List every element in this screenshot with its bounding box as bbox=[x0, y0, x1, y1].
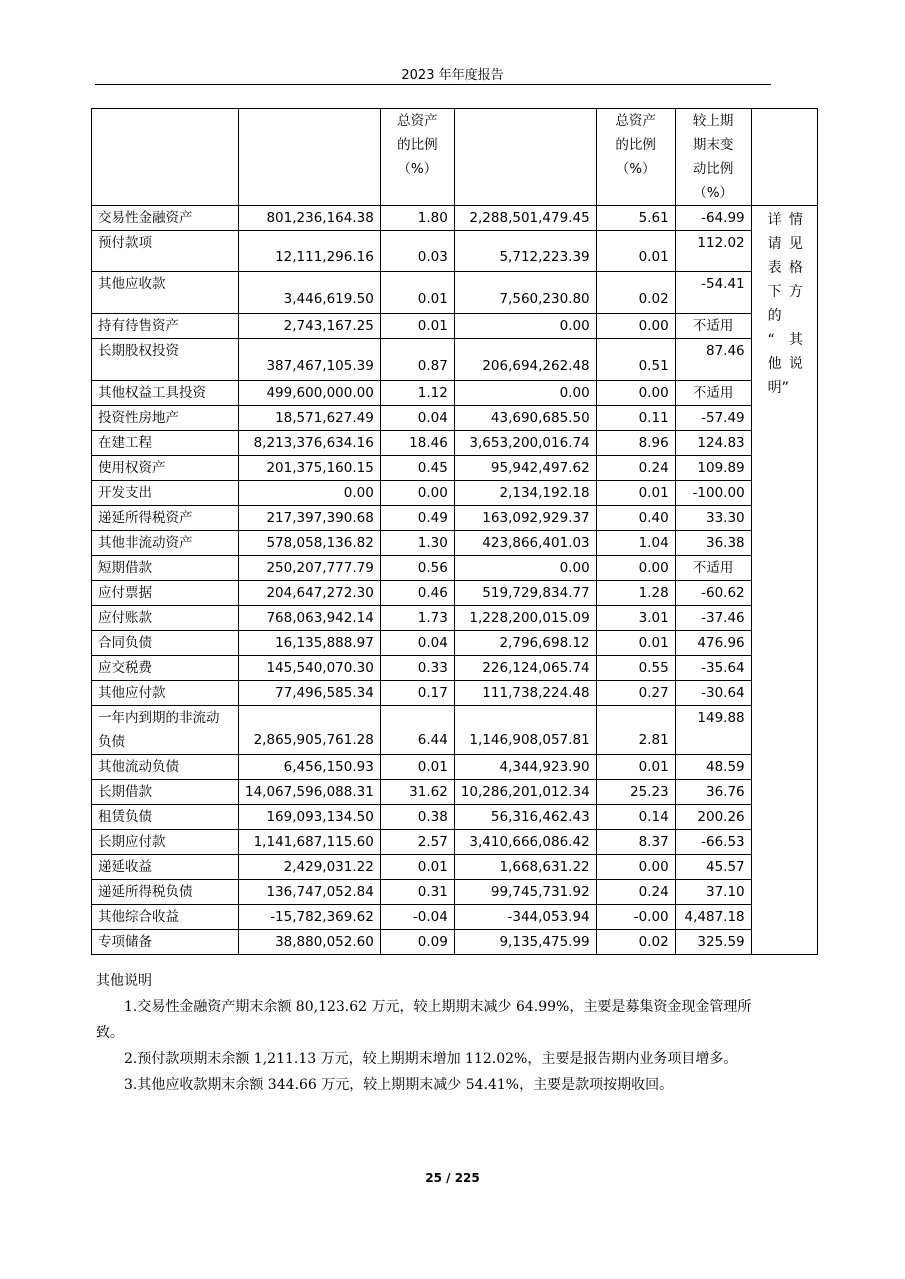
row-label: 持有待售资产 bbox=[92, 314, 239, 339]
row-label: 其他应收款 bbox=[92, 272, 239, 314]
cell-cur-pct: 6.44 bbox=[380, 706, 454, 755]
cell-cur-pct: 0.17 bbox=[380, 681, 454, 706]
cell-prev: 0.00 bbox=[454, 556, 596, 581]
column-header bbox=[454, 109, 596, 206]
remark-cell bbox=[751, 206, 817, 955]
cell-prev-pct: 0.00 bbox=[596, 855, 675, 880]
cell-prev-pct: 0.01 bbox=[596, 755, 675, 780]
cell-prev: 0.00 bbox=[454, 314, 596, 339]
cell-cur-pct: 0.01 bbox=[380, 314, 454, 339]
cell-cur-pct: 0.49 bbox=[380, 506, 454, 531]
cell-prev-pct: 0.02 bbox=[596, 272, 675, 314]
cell-prev-pct: 1.28 bbox=[596, 581, 675, 606]
cell-cur: 2,743,167.25 bbox=[239, 314, 381, 339]
cell-change-pct: 124.83 bbox=[675, 431, 751, 456]
table-row bbox=[92, 339, 818, 381]
cell-prev: 3,653,200,016.74 bbox=[454, 431, 596, 456]
table-row bbox=[92, 755, 818, 780]
cell-cur: 204,647,272.30 bbox=[239, 581, 381, 606]
cell-cur: 3,446,619.50 bbox=[239, 272, 381, 314]
cell-cur-pct: 2.57 bbox=[380, 830, 454, 855]
row-label: 其他应付款 bbox=[92, 681, 239, 706]
remark-char bbox=[789, 376, 803, 400]
cell-prev: 5,712,223.39 bbox=[454, 231, 596, 272]
cell-cur-pct: -0.04 bbox=[380, 905, 454, 930]
row-label: 递延所得税资产 bbox=[92, 506, 239, 531]
cell-cur: 38,880,052.60 bbox=[239, 930, 381, 955]
cell-prev: 226,124,065.74 bbox=[454, 656, 596, 681]
cell-prev-pct: 5.61 bbox=[596, 206, 675, 231]
row-label: 长期股权投资 bbox=[92, 339, 239, 381]
table-row bbox=[92, 431, 818, 456]
cell-cur: 14,067,596,088.31 bbox=[239, 780, 381, 805]
cell-prev-pct: 0.00 bbox=[596, 314, 675, 339]
cell-change-pct: 200.26 bbox=[675, 805, 751, 830]
cell-change-pct: 不适用 bbox=[675, 314, 751, 339]
cell-prev-pct: 0.55 bbox=[596, 656, 675, 681]
remark-char: 详 bbox=[767, 212, 782, 228]
row-label: 应付票据 bbox=[92, 581, 239, 606]
table-row bbox=[92, 556, 818, 581]
row-label: 一年内到期的非流动负债 bbox=[92, 706, 239, 755]
cell-prev: 43,690,685.50 bbox=[454, 406, 596, 431]
cell-prev-pct: 0.27 bbox=[596, 681, 675, 706]
cell-cur: 250,207,777.79 bbox=[239, 556, 381, 581]
cell-cur-pct: 0.01 bbox=[380, 272, 454, 314]
cell-prev: 3,410,666,086.42 bbox=[454, 830, 596, 855]
note-item: 3.其他应收款期末余额 344.66 万元，较上期期末减少 54.41%，主要是款项按期收回。 bbox=[124, 1077, 674, 1093]
cell-change-pct: 149.88 bbox=[675, 706, 751, 755]
header-divider bbox=[95, 84, 771, 85]
cell-change-pct: 325.59 bbox=[675, 930, 751, 955]
cell-prev: 206,694,262.48 bbox=[454, 339, 596, 381]
cell-change-pct: 476.96 bbox=[675, 631, 751, 656]
table-row bbox=[92, 381, 818, 406]
cell-prev: 519,729,834.77 bbox=[454, 581, 596, 606]
page-number: 25 / 225 bbox=[425, 1171, 480, 1185]
cell-prev-pct: 1.04 bbox=[596, 531, 675, 556]
cell-cur-pct: 1.30 bbox=[380, 531, 454, 556]
cell-change-pct: 36.76 bbox=[675, 780, 751, 805]
cell-cur: 18,571,627.49 bbox=[239, 406, 381, 431]
row-label: 其他流动负债 bbox=[92, 755, 239, 780]
cell-cur-pct: 0.38 bbox=[380, 805, 454, 830]
cell-prev: 1,668,631.22 bbox=[454, 855, 596, 880]
cell-prev-pct: -0.00 bbox=[596, 905, 675, 930]
cell-prev: 2,796,698.12 bbox=[454, 631, 596, 656]
cell-cur-pct: 0.00 bbox=[380, 481, 454, 506]
cell-cur-pct: 0.87 bbox=[380, 339, 454, 381]
table-row bbox=[92, 656, 818, 681]
cell-cur-pct: 0.09 bbox=[380, 930, 454, 955]
cell-prev: 1,146,908,057.81 bbox=[454, 706, 596, 755]
other-notes bbox=[96, 968, 776, 1098]
column-header: 总资产 的比例 （%） bbox=[380, 109, 454, 206]
cell-cur-pct: 0.45 bbox=[380, 456, 454, 481]
row-label: 在建工程 bbox=[92, 431, 239, 456]
cell-change-pct: -35.64 bbox=[675, 656, 751, 681]
cell-prev-pct: 0.24 bbox=[596, 880, 675, 905]
cell-cur: 217,397,390.68 bbox=[239, 506, 381, 531]
remark-char: 表 bbox=[767, 260, 782, 276]
cell-change-pct: -54.41 bbox=[675, 272, 751, 314]
cell-cur: 16,135,888.97 bbox=[239, 631, 381, 656]
row-label: 使用权资产 bbox=[92, 456, 239, 481]
row-label: 租赁负债 bbox=[92, 805, 239, 830]
cell-cur: 12,111,296.16 bbox=[239, 231, 381, 272]
cell-cur: -15,782,369.62 bbox=[239, 905, 381, 930]
cell-cur: 145,540,070.30 bbox=[239, 656, 381, 681]
cell-cur: 1,141,687,115.60 bbox=[239, 830, 381, 855]
row-label: 递延所得税负债 bbox=[92, 880, 239, 905]
column-header bbox=[751, 109, 817, 206]
remark-char: “ bbox=[767, 332, 775, 348]
cell-cur: 768,063,942.14 bbox=[239, 606, 381, 631]
cell-change-pct: 不适用 bbox=[675, 556, 751, 581]
table-row bbox=[92, 406, 818, 431]
remark-char: 请 bbox=[767, 236, 782, 252]
cell-change-pct: 45.57 bbox=[675, 855, 751, 880]
cell-cur-pct: 0.46 bbox=[380, 581, 454, 606]
column-header bbox=[92, 109, 239, 206]
cell-cur: 0.00 bbox=[239, 481, 381, 506]
cell-prev-pct: 0.11 bbox=[596, 406, 675, 431]
cell-prev: 423,866,401.03 bbox=[454, 531, 596, 556]
cell-change-pct: -66.53 bbox=[675, 830, 751, 855]
remark-char: 格 bbox=[788, 260, 803, 276]
table-row bbox=[92, 855, 818, 880]
table-row bbox=[92, 456, 818, 481]
remark-char: 的 bbox=[767, 308, 782, 324]
cell-prev-pct: 0.01 bbox=[596, 481, 675, 506]
cell-change-pct: -30.64 bbox=[675, 681, 751, 706]
row-label: 其他非流动资产 bbox=[92, 531, 239, 556]
table-row bbox=[92, 631, 818, 656]
row-label: 其他权益工具投资 bbox=[92, 381, 239, 406]
remark-char: 明” bbox=[767, 380, 789, 396]
table-row bbox=[92, 905, 818, 930]
table-row bbox=[92, 481, 818, 506]
table-row bbox=[92, 706, 818, 755]
row-label: 合同负债 bbox=[92, 631, 239, 656]
cell-cur-pct: 0.01 bbox=[380, 855, 454, 880]
cell-cur: 801,236,164.38 bbox=[239, 206, 381, 231]
cell-change-pct: 4,487.18 bbox=[675, 905, 751, 930]
cell-cur: 169,093,134.50 bbox=[239, 805, 381, 830]
note-item: 1.交易性金融资产期末余额 80,123.62 万元，较上期期末减少 64.99%，主要是募集资金现金管理所致。 bbox=[96, 999, 752, 1041]
row-label: 应付账款 bbox=[92, 606, 239, 631]
cell-change-pct: -37.46 bbox=[675, 606, 751, 631]
cell-prev-pct: 2.81 bbox=[596, 706, 675, 755]
cell-cur-pct: 1.12 bbox=[380, 381, 454, 406]
cell-prev-pct: 8.37 bbox=[596, 830, 675, 855]
report-header: 2023 年年度报告 bbox=[401, 68, 504, 83]
cell-change-pct: 37.10 bbox=[675, 880, 751, 905]
cell-change-pct: -64.99 bbox=[675, 206, 751, 231]
cell-cur: 499,600,000.00 bbox=[239, 381, 381, 406]
remark-char: 说 bbox=[788, 356, 803, 372]
cell-prev-pct: 0.01 bbox=[596, 631, 675, 656]
table-header-row bbox=[92, 109, 818, 206]
cell-cur-pct: 1.80 bbox=[380, 206, 454, 231]
row-label: 预付款项 bbox=[92, 231, 239, 272]
notes-title: 其他说明 bbox=[96, 973, 152, 989]
table-row bbox=[92, 231, 818, 272]
cell-prev-pct: 3.01 bbox=[596, 606, 675, 631]
remark-char: 其 bbox=[788, 332, 803, 348]
cell-cur: 136,747,052.84 bbox=[239, 880, 381, 905]
row-label: 投资性房地产 bbox=[92, 406, 239, 431]
remark-char: 见 bbox=[788, 236, 803, 252]
cell-prev-pct: 0.40 bbox=[596, 506, 675, 531]
cell-prev-pct: 0.14 bbox=[596, 805, 675, 830]
table-row bbox=[92, 581, 818, 606]
cell-prev-pct: 0.00 bbox=[596, 381, 675, 406]
table-row bbox=[92, 805, 818, 830]
cell-prev: 0.00 bbox=[454, 381, 596, 406]
cell-prev: 111,738,224.48 bbox=[454, 681, 596, 706]
column-header: 总资产 的比例 （%） bbox=[596, 109, 675, 206]
table-row bbox=[92, 206, 818, 231]
cell-change-pct: 48.59 bbox=[675, 755, 751, 780]
cell-prev: 163,092,929.37 bbox=[454, 506, 596, 531]
cell-cur-pct: 0.33 bbox=[380, 656, 454, 681]
table-row bbox=[92, 780, 818, 805]
balance-change-table bbox=[91, 108, 818, 955]
cell-change-pct: 不适用 bbox=[675, 381, 751, 406]
cell-cur-pct: 0.04 bbox=[380, 631, 454, 656]
cell-cur: 77,496,585.34 bbox=[239, 681, 381, 706]
remark-char: 下 bbox=[767, 284, 782, 300]
table-row bbox=[92, 681, 818, 706]
cell-cur-pct: 0.03 bbox=[380, 231, 454, 272]
cell-prev: 95,942,497.62 bbox=[454, 456, 596, 481]
cell-change-pct: -100.00 bbox=[675, 481, 751, 506]
cell-change-pct: 33.30 bbox=[675, 506, 751, 531]
cell-change-pct: -57.49 bbox=[675, 406, 751, 431]
table-row bbox=[92, 506, 818, 531]
cell-cur-pct: 0.01 bbox=[380, 755, 454, 780]
cell-prev: 9,135,475.99 bbox=[454, 930, 596, 955]
table-row bbox=[92, 606, 818, 631]
table-row bbox=[92, 930, 818, 955]
cell-cur: 2,429,031.22 bbox=[239, 855, 381, 880]
cell-prev: 7,560,230.80 bbox=[454, 272, 596, 314]
remark-char: 情 bbox=[788, 212, 803, 228]
cell-cur-pct: 0.04 bbox=[380, 406, 454, 431]
cell-cur: 6,456,150.93 bbox=[239, 755, 381, 780]
row-label: 开发支出 bbox=[92, 481, 239, 506]
cell-change-pct: 112.02 bbox=[675, 231, 751, 272]
remark-char: 他 bbox=[767, 356, 782, 372]
cell-cur: 387,467,105.39 bbox=[239, 339, 381, 381]
table-row bbox=[92, 314, 818, 339]
cell-cur-pct: 1.73 bbox=[380, 606, 454, 631]
cell-change-pct: -60.62 bbox=[675, 581, 751, 606]
row-label: 递延收益 bbox=[92, 855, 239, 880]
table-row bbox=[92, 272, 818, 314]
table-row bbox=[92, 880, 818, 905]
cell-prev-pct: 0.24 bbox=[596, 456, 675, 481]
cell-cur-pct: 18.46 bbox=[380, 431, 454, 456]
cell-prev: 1,228,200,015.09 bbox=[454, 606, 596, 631]
cell-prev: -344,053.94 bbox=[454, 905, 596, 930]
cell-prev-pct: 0.02 bbox=[596, 930, 675, 955]
cell-prev: 56,316,462.43 bbox=[454, 805, 596, 830]
row-label: 应交税费 bbox=[92, 656, 239, 681]
cell-cur-pct: 0.56 bbox=[380, 556, 454, 581]
column-header bbox=[239, 109, 381, 206]
cell-prev: 4,344,923.90 bbox=[454, 755, 596, 780]
row-label: 其他综合收益 bbox=[92, 905, 239, 930]
cell-cur: 2,865,905,761.28 bbox=[239, 706, 381, 755]
cell-prev-pct: 0.01 bbox=[596, 231, 675, 272]
cell-prev: 2,134,192.18 bbox=[454, 481, 596, 506]
cell-cur: 578,058,136.82 bbox=[239, 531, 381, 556]
cell-prev-pct: 0.51 bbox=[596, 339, 675, 381]
table-row bbox=[92, 531, 818, 556]
cell-prev-pct: 0.00 bbox=[596, 556, 675, 581]
cell-prev-pct: 25.23 bbox=[596, 780, 675, 805]
cell-prev: 99,745,731.92 bbox=[454, 880, 596, 905]
cell-change-pct: 87.46 bbox=[675, 339, 751, 381]
cell-change-pct: 36.38 bbox=[675, 531, 751, 556]
column-header: 较上期 期末变 动比例 （%） bbox=[675, 109, 751, 206]
cell-prev-pct: 8.96 bbox=[596, 431, 675, 456]
remark-char bbox=[789, 304, 803, 328]
row-label: 长期应付款 bbox=[92, 830, 239, 855]
row-label: 交易性金融资产 bbox=[92, 206, 239, 231]
row-label: 专项储备 bbox=[92, 930, 239, 955]
cell-prev: 10,286,201,012.34 bbox=[454, 780, 596, 805]
row-label: 短期借款 bbox=[92, 556, 239, 581]
cell-change-pct: 109.89 bbox=[675, 456, 751, 481]
cell-cur: 8,213,376,634.16 bbox=[239, 431, 381, 456]
table-row bbox=[92, 830, 818, 855]
cell-cur-pct: 31.62 bbox=[380, 780, 454, 805]
note-item: 2.预付款项期末余额 1,211.13 万元，较上期期末增加 112.02%，主要是报告期内业务项目增多。 bbox=[124, 1051, 738, 1067]
remark-char: 方 bbox=[788, 284, 803, 300]
row-label: 长期借款 bbox=[92, 780, 239, 805]
cell-prev: 2,288,501,479.45 bbox=[454, 206, 596, 231]
cell-cur: 201,375,160.15 bbox=[239, 456, 381, 481]
cell-cur-pct: 0.31 bbox=[380, 880, 454, 905]
